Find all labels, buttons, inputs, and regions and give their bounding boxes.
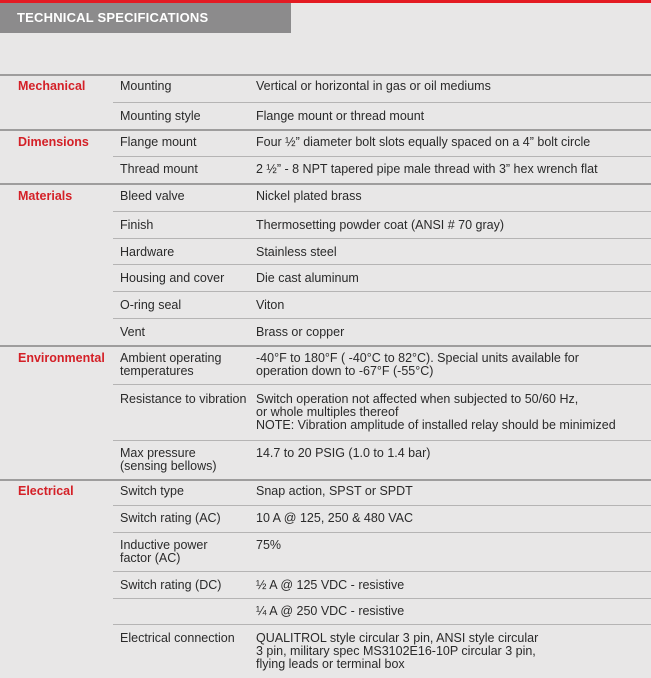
spec-label: Flange mount: [120, 135, 197, 149]
spec-value: Snap action, SPST or SPDT: [256, 484, 413, 498]
spec-value: ¼ A @ 250 VDC - resistive: [256, 604, 405, 618]
spec-label: Mounting: [120, 79, 172, 93]
row-divider: [113, 505, 651, 506]
spec-label: Switch type: [120, 484, 184, 498]
spec-value: Nickel plated brass: [256, 189, 362, 203]
spec-value: 75%: [256, 538, 282, 552]
section-divider: [0, 345, 651, 347]
row-divider: [113, 318, 651, 319]
spec-label: Finish: [120, 218, 154, 232]
spec-label: Mounting style: [120, 109, 201, 123]
spec-label: Switch rating (AC): [120, 511, 221, 525]
spec-value: Die cast aluminum: [256, 271, 359, 285]
category-label: Materials: [18, 189, 73, 203]
spec-value: Brass or copper: [256, 325, 345, 339]
row-divider: [113, 211, 651, 212]
category-label: Mechanical: [18, 79, 86, 93]
row-divider: [113, 598, 651, 599]
spec-value: 10 A @ 125, 250 & 480 VAC: [256, 511, 414, 525]
spec-label: Vent: [120, 325, 146, 339]
spec-value: Vertical or horizontal in gas or oil mediums: [256, 79, 491, 93]
spec-label: Max pressure (sensing bellows): [120, 446, 217, 473]
spec-value: Flange mount or thread mount: [256, 109, 425, 123]
spec-label: Inductive power factor (AC): [120, 538, 208, 565]
section-divider: [0, 479, 651, 481]
category-label: Dimensions: [18, 135, 89, 149]
spec-value: Stainless steel: [256, 245, 337, 259]
spec-label: Bleed valve: [120, 189, 185, 203]
spec-label: Housing and cover: [120, 271, 225, 285]
spec-value: QUALITROL style circular 3 pin, ANSI style circular 3 pin, military spec MS3102E16-10P circular 3 pin, flying leads or terminal box: [256, 631, 539, 671]
category-label: Electrical: [18, 484, 74, 498]
spec-value: -40°F to 180°F ( -40°C to 82°C). Special units available for operation down to -67°F (-55°C): [256, 351, 579, 378]
spec-value: 14.7 to 20 PSIG (1.0 to 1.4 bar): [256, 446, 431, 460]
spec-value: Thermosetting powder coat (ANSI # 70 gray): [256, 218, 505, 232]
spec-label: Switch rating (DC): [120, 578, 222, 592]
spec-label: O-ring seal: [120, 298, 182, 312]
spec-value: ½ A @ 125 VDC - resistive: [256, 578, 405, 592]
spec-label: Hardware: [120, 245, 175, 259]
spec-label: Thread mount: [120, 162, 198, 176]
section-divider: [0, 183, 651, 185]
spec-label: Resistance to vibration: [120, 392, 247, 406]
row-divider: [113, 624, 651, 625]
row-divider: [113, 440, 651, 441]
row-divider: [113, 571, 651, 572]
spec-value: Viton: [256, 298, 285, 312]
spec-value: Switch operation not affected when subjected to 50/60 Hz, or whole multiples thereof NOTE: Vibration amplitude of installed relay should be minimized: [256, 392, 616, 432]
category-label: Environmental: [18, 351, 105, 365]
spec-label: Ambient operating temperatures: [120, 351, 222, 378]
section-divider: [0, 129, 651, 131]
row-divider: [113, 156, 651, 157]
spec-value: 2 ½” - 8 NPT tapered pipe male thread with 3” hex wrench flat: [256, 162, 598, 176]
section-divider: [0, 74, 651, 76]
spec-value: Four ½” diameter bolt slots equally spaced on a 4” bolt circle: [256, 135, 591, 149]
row-divider: [113, 264, 651, 265]
row-divider: [113, 384, 651, 385]
row-divider: [113, 532, 651, 533]
spec-label: Electrical connection: [120, 631, 235, 645]
row-divider: [113, 291, 651, 292]
row-divider: [113, 102, 651, 103]
row-divider: [113, 238, 651, 239]
section-header-tab: TECHNICAL SPECIFICATIONS: [0, 3, 291, 33]
